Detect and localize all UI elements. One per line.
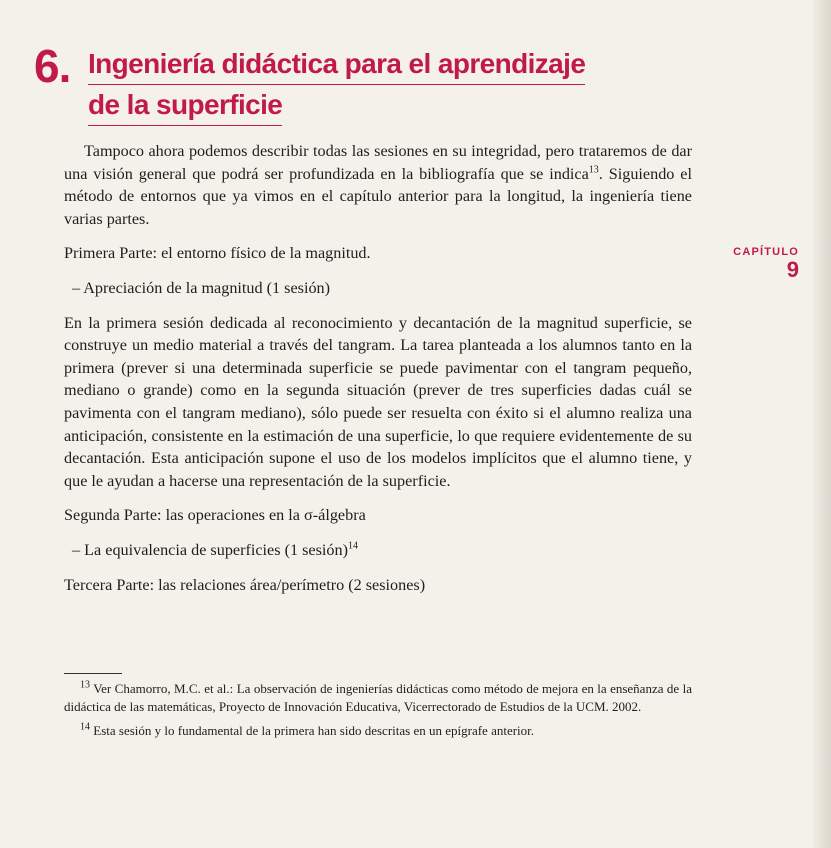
chapter-marker-number: 9 [786,257,799,282]
chapter-marker [733,246,799,282]
section-number: 6. [34,40,71,92]
section-title-line-2: de la superficie [88,85,282,126]
paragraph-third-part: Tercera Parte: las relaciones área/perímetro (2 sesiones) [64,575,426,594]
paragraph-second-part-item [64,539,692,562]
footnote-14-text: Esta sesión y lo fundamental de la primera han sido descritas en un epígrafe anterior. [90,723,535,738]
footnote-14 [64,722,692,740]
body-text [64,140,692,608]
section-title-line-1: Ingeniería didáctica para el aprendizaje [88,44,585,85]
footnote-divider [64,673,122,674]
paragraph-second-part-item-text: – La equivalencia de superficies (1 sesión) [72,540,348,559]
paragraph-second-part: Segunda Parte: las operaciones en la σ-álgebra [64,506,366,525]
footnote-13-text: Ver Chamorro, M.C. et al.: La observación de ingenierías didácticas como método de mejora en la enseñanza de la didáctica de las matemáticas, Proyecto de Innovación Educativa, Vicerrectorado de Estudios de la UCM. 2002. [64,681,692,714]
footnote-ref-13: 13 [588,164,599,176]
footnote-14-marker: 14 [80,721,90,733]
page-edge-shadow [813,0,831,848]
paragraph-intro-text: Tampoco ahora podemos describir todas las sesiones en su integridad, pero trataremos de dar una visión general que podrá ser profundizada en la bibliografía que se indica [64,142,692,183]
paragraph-first-part-item: – Apreciación de la magnitud (1 sesión) [72,278,331,297]
paragraph-first-session: En la primera sesión dedicada al reconocimiento y decantación de la magnitud superficie, se construye un medio material a través del tangram. La tarea planteada a los alumnos tanto en la primera (prever si una determinada superficie se puede pavimentar con el tangram pequeño, mediano o grande) como en la segunda situación (prever de tres superficies dadas cuál se pavimenta con el tangram mediano), sólo puede ser resuelta con éxito si el alumno realiza una anticipación, consistente en la estimación de una superficie, lo que requiere evidentemente de su decantación. Esta anticipación supone el uso de los modelos implícitos que el alumno tiene, y que le ayudan a hacerse una representación de la superficie. [64,313,692,490]
section-title [88,44,648,126]
paragraph-intro [64,140,692,230]
paragraph-intro-end: . Siguiendo el método de entornos que ya vimos en el capítulo anterior para la longitud, la ingeniería tiene varias partes. [64,164,692,228]
paragraph-first-part: Primera Parte: el entorno físico de la magnitud. [64,244,371,263]
chapter-marker-caption: CAPÍTULO [733,246,799,258]
footnote-13-marker: 13 [80,679,90,691]
footnote-13 [64,680,692,716]
footnote-ref-14: 14 [347,540,358,552]
footnotes [64,680,692,746]
